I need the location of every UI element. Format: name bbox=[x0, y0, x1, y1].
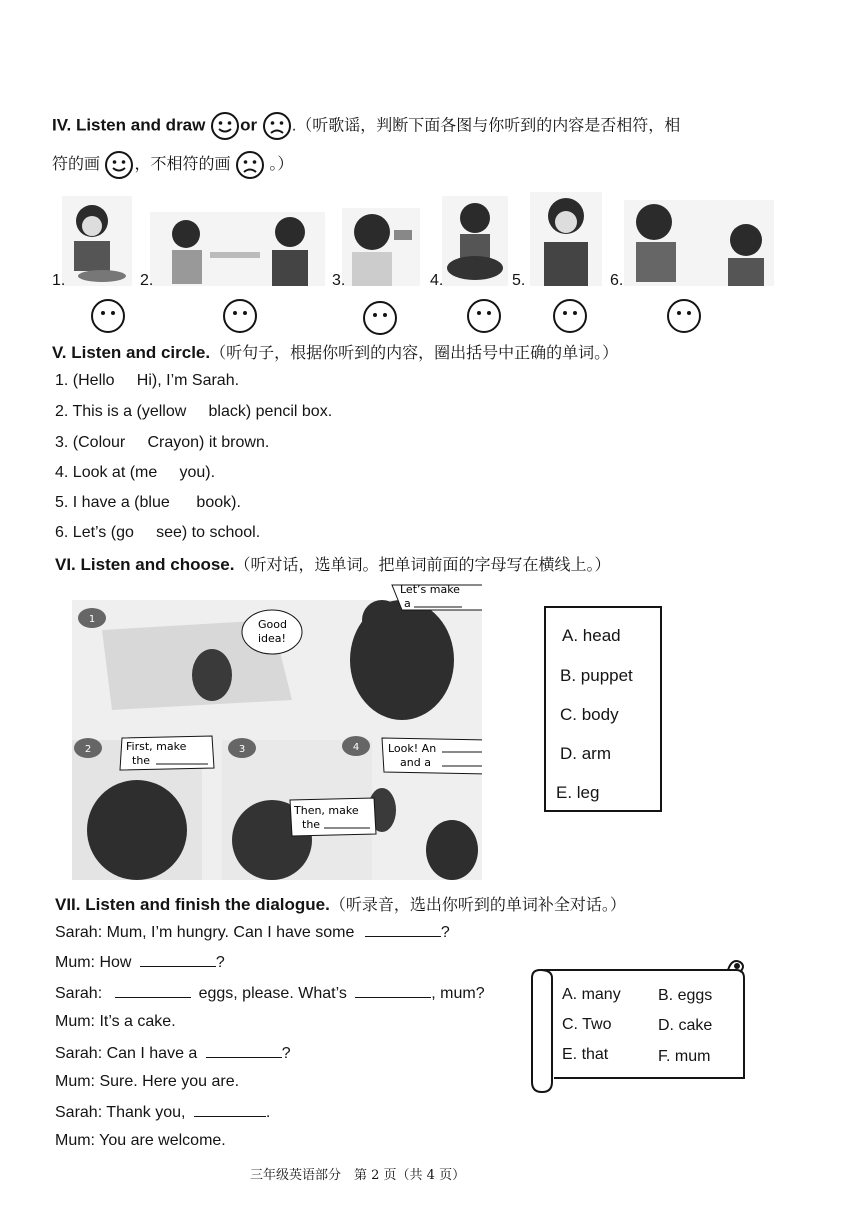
dialogue-line-1: Sarah: Mum, I’m hungry. Can I have some ? bbox=[55, 924, 450, 941]
panel-number-4: 4 bbox=[352, 742, 360, 753]
picture-number-4: 4. bbox=[430, 272, 444, 289]
dialogue-line-5: Sarah: Can I have a ? bbox=[55, 1045, 291, 1062]
picture-number-3: 3. bbox=[332, 272, 346, 289]
answer-blank-2[interactable] bbox=[140, 952, 216, 967]
circle-item-5: 5. I have a (blue book). bbox=[55, 494, 241, 511]
answer-blank-6[interactable] bbox=[194, 1102, 266, 1117]
picture-girl-and-boy bbox=[624, 200, 774, 286]
section-4-title: IV. Listen and draw or .（听歌谣，判断下面各图与你听到的内容是否相符，相 bbox=[52, 111, 680, 141]
dialogue-line-7: Sarah: Thank you, . bbox=[55, 1104, 271, 1121]
section-7-options-scroll bbox=[528, 954, 750, 1098]
bubble-a: a bbox=[404, 597, 411, 610]
section-6-options-box bbox=[544, 606, 662, 812]
picture-two-children bbox=[150, 212, 325, 286]
answer-blank-4[interactable] bbox=[355, 983, 431, 998]
picture-girl-pizza bbox=[442, 196, 508, 286]
option-d-cake: D. cake bbox=[658, 1017, 713, 1034]
panel-number-2: 2 bbox=[84, 744, 92, 755]
panel-number-1: 1 bbox=[88, 614, 96, 625]
answer-face-5[interactable] bbox=[552, 298, 588, 334]
bubble-good: Good bbox=[258, 618, 287, 631]
bubble-the-2: the bbox=[302, 818, 321, 831]
answer-blank-3[interactable] bbox=[115, 983, 191, 998]
section-7-title: VII. Listen and finish the dialogue.（听录音，选出你听到的单词补全对话。） bbox=[55, 895, 626, 914]
circle-item-1: 1. (Hello Hi), I’m Sarah. bbox=[55, 372, 240, 389]
option-f-mum: F. mum bbox=[658, 1048, 711, 1065]
bubble-then-make: Then, make bbox=[294, 804, 359, 817]
panel-number-3: 3 bbox=[238, 744, 246, 755]
circle-item-2: 2. This is a (yellow black) pencil box. bbox=[55, 403, 333, 420]
dialogue-line-8: Mum: You are welcome. bbox=[55, 1132, 226, 1149]
answer-face-4[interactable] bbox=[466, 298, 502, 334]
answer-face-2[interactable] bbox=[222, 298, 258, 334]
answer-face-1[interactable] bbox=[90, 298, 126, 334]
answer-blank-1[interactable] bbox=[365, 922, 441, 937]
circle-item-3: 3. (Colour Crayon) it brown. bbox=[55, 434, 270, 451]
bubble-and-a: and a bbox=[400, 756, 431, 769]
circle-item-4: 4. Look at (me you). bbox=[55, 464, 216, 481]
option-e-leg: E. leg bbox=[556, 783, 600, 802]
circle-item-6: 6. Let’s (go see) to school. bbox=[55, 524, 261, 541]
sad-face-icon bbox=[235, 150, 265, 180]
option-c-body: C. body bbox=[560, 705, 619, 724]
section-5-title: V. Listen and circle.（听句子，根据你听到的内容，圈出括号中正确的单词。） bbox=[52, 343, 619, 362]
smiley-face-icon bbox=[104, 150, 134, 180]
bubble-idea: idea! bbox=[258, 632, 286, 645]
bubble-lets-make: Let’s make bbox=[400, 583, 460, 596]
section-6-title: VI. Listen and choose.（听对话，选单词。把单词前面的字母写在横线上。） bbox=[55, 555, 611, 574]
picture-number-1: 1. bbox=[52, 272, 66, 289]
option-a-head: A. head bbox=[562, 626, 621, 645]
answer-face-3[interactable] bbox=[362, 300, 398, 336]
answer-face-6[interactable] bbox=[666, 298, 702, 334]
picture-girl-back bbox=[342, 208, 420, 286]
option-c-two: C. Two bbox=[562, 1016, 612, 1033]
dialogue-line-6: Mum: Sure. Here you are. bbox=[55, 1073, 240, 1090]
picture-girl-drinking bbox=[530, 192, 602, 286]
picture-number-6: 6. bbox=[610, 272, 624, 289]
dialogue-line-3: Sarah: eggs, please. What’s , mum? bbox=[55, 985, 485, 1002]
picture-number-5: 5. bbox=[512, 272, 526, 289]
option-b-eggs: B. eggs bbox=[658, 987, 713, 1004]
dialogue-line-4: Mum: It’s a cake. bbox=[55, 1013, 176, 1030]
dialogue-line-2: Mum: How ? bbox=[55, 954, 225, 971]
bubble-look-an: Look! An bbox=[388, 742, 437, 755]
picture-girl-eating bbox=[62, 196, 132, 286]
option-e-that: E. that bbox=[562, 1046, 609, 1063]
bubble-the-1: the bbox=[132, 754, 151, 767]
option-b-puppet: B. puppet bbox=[560, 666, 633, 685]
option-a-many: A. many bbox=[562, 986, 621, 1003]
squirrel-figure bbox=[192, 649, 232, 701]
page-footer: 三年级英语部分 第 2 页（共 4 页） bbox=[250, 1168, 466, 1183]
picture-number-2: 2. bbox=[140, 272, 154, 289]
answer-blank-5[interactable] bbox=[206, 1043, 282, 1058]
comic-illustration bbox=[72, 580, 482, 880]
smiley-face-icon bbox=[210, 111, 240, 141]
bubble-first-make: First, make bbox=[126, 740, 187, 753]
sad-face-icon bbox=[262, 111, 292, 141]
section-4-instruction-line2: 符的画 ，不相符的画 。） bbox=[52, 150, 293, 180]
option-d-arm: D. arm bbox=[560, 744, 611, 763]
